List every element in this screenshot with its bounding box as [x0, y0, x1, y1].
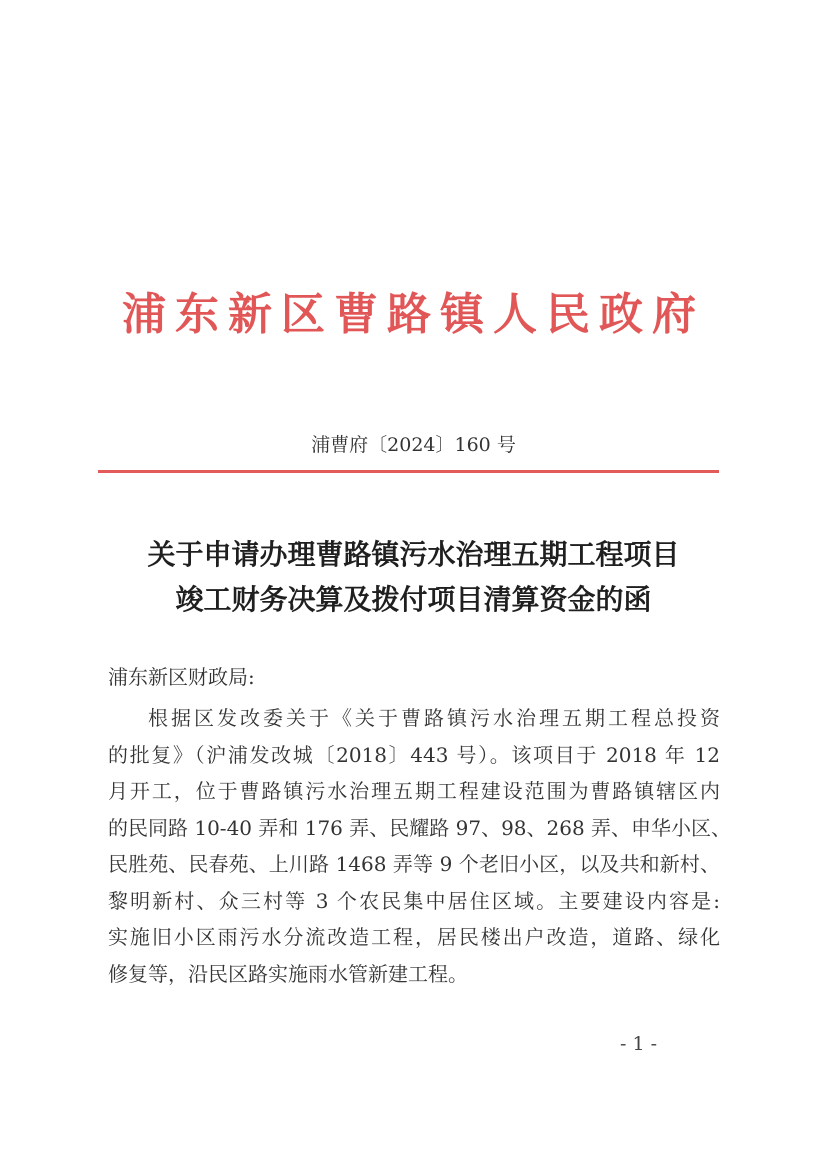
page-number: - 1 - [620, 1033, 658, 1055]
body-line: 的批复》（沪浦发改城〔2018〕443 号）。该项目于 2018 年 12 [108, 742, 720, 767]
body-line: 民胜苑、民春苑、上川路 1468 弄等 9 个老旧小区，以及共和新村、 [108, 852, 720, 876]
title-line-2: 竣工财务决算及拨付项目清算资金的函 [175, 583, 652, 616]
title-line-1: 关于申请办理曹路镇污水治理五期工程项目 [147, 538, 680, 571]
issuing-authority-header: 浦东新区曹路镇人民政府 [122, 289, 705, 340]
body-line: 的民同路 10-40 弄和 176 弄、民耀路 97、98、268 弄、申华小区、 [108, 815, 732, 840]
body-line: 月开工，位于曹路镇污水治理五期工程建设范围为曹路镇辖区内 [108, 779, 720, 803]
document-number: 浦曹府〔2024〕160 号 [311, 434, 516, 456]
body-line: 根据区发改委关于《关于曹路镇污水治理五期工程总投资 [148, 706, 720, 730]
body-paragraph [108, 700, 732, 992]
salutation: 浦东新区财政局: [108, 665, 255, 689]
body-line: 黎明新村、众三村等 3 个农民集中居住区域。主要建设内容是: [108, 888, 720, 913]
red-divider-line [98, 470, 719, 473]
document-title [0, 532, 827, 622]
body-line: 实施旧小区雨污水分流改造工程，居民楼出户改造，道路、绿化 [108, 925, 720, 949]
body-line: 修复等，沿民区路实施雨水管新建工程。 [108, 961, 468, 986]
